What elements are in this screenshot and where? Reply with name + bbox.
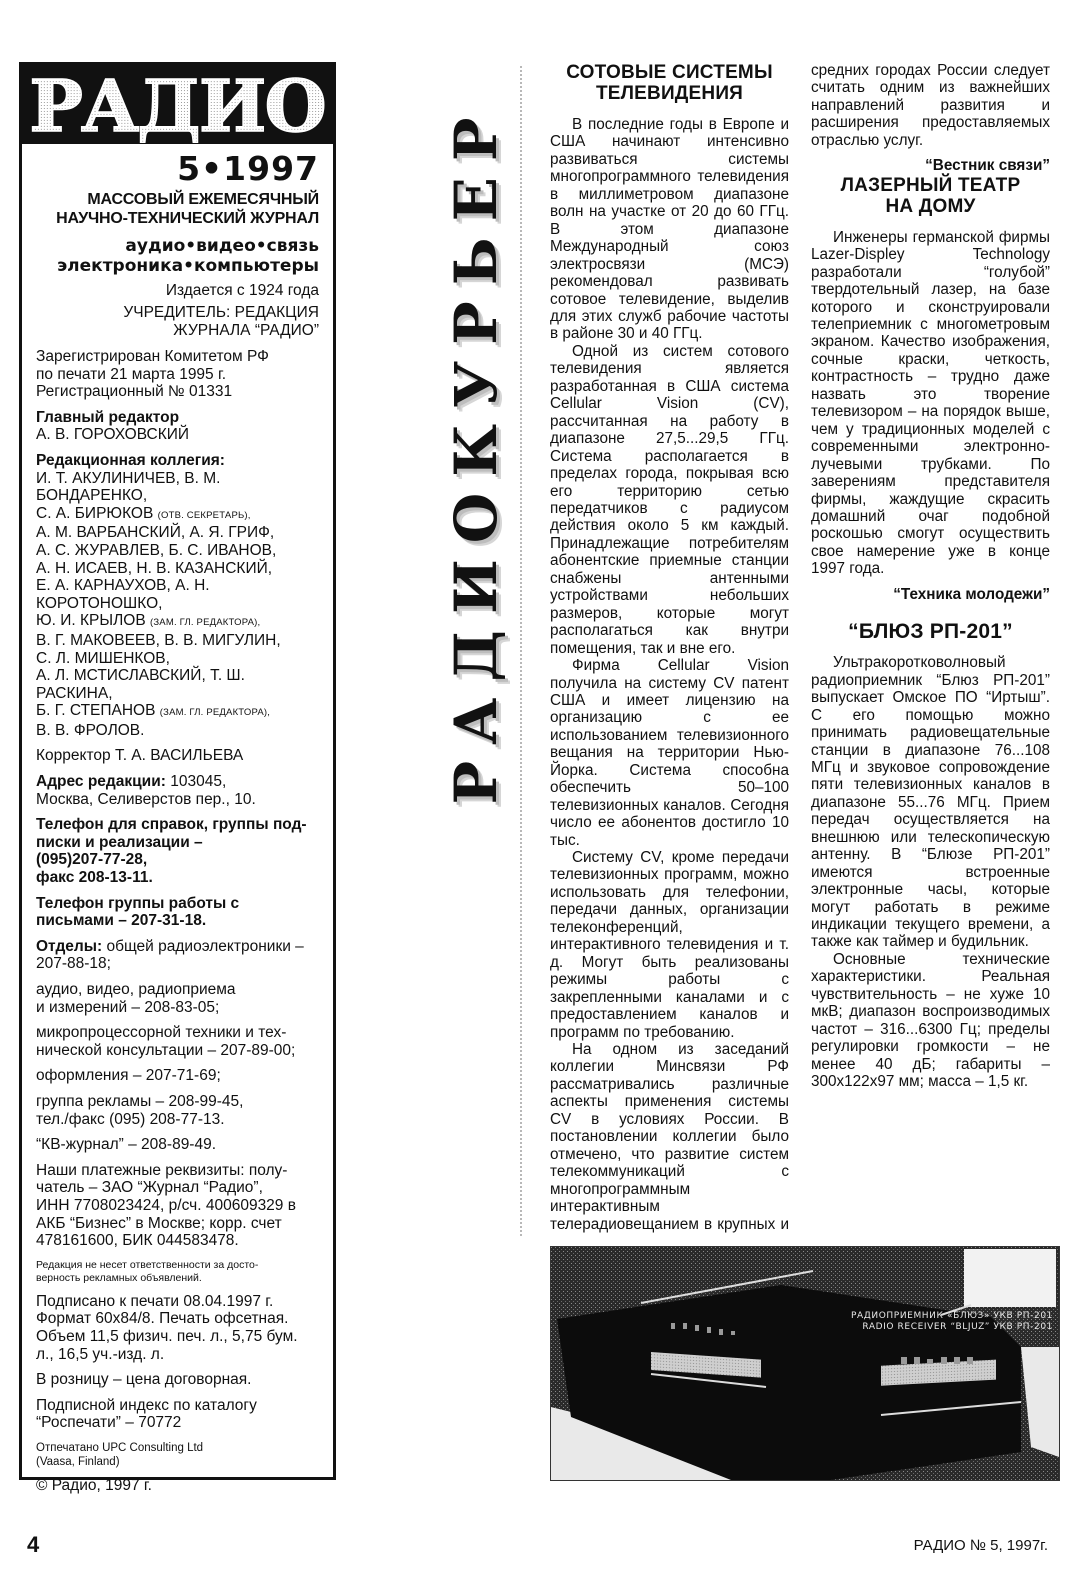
print-info-line: Формат 60x84/8. Печать офсетная. <box>36 1310 289 1328</box>
headline-line: ЛАЗЕРНЫЙ ТЕАТР <box>840 174 1021 196</box>
board-member <box>36 632 319 650</box>
address <box>36 773 319 808</box>
article-blues-rp201 <box>811 621 1050 1090</box>
print-info-line: л., 16,5 уч.-изд. л. <box>36 1345 165 1363</box>
registration-line: по печати 21 марта 1995 г. <box>36 365 227 383</box>
article-paragraph: В последние годы в Европе и США начинают интенсивно развиваться системы многопрограммного телевидения в миллиметровом диапазоне волн на участке от 20 до 60 ГГц. В этом диапазоне Международный союз электросвязи (МСЭ) рекомендовал развивать сотовое телевидение, выделив для этих служб рабочие частоты в районе 30 и 40 ГГц. <box>550 116 789 343</box>
article-laser-theater <box>811 175 1050 604</box>
phone-info <box>36 816 319 886</box>
board-member <box>36 577 319 612</box>
disclaimer-line: Редакция не несет ответственности за досто- <box>36 1258 259 1271</box>
article-paragraph: Систему CV, кроме передачи телевизионных программ, можно использовать для телефонии, передачи данных, организации телеконференций, интерактивного телевидения и т. д. Могут быть реализованы режимы работы с закрепленными каналами и с предоставлением каналов и программ по требованию. <box>550 849 789 1041</box>
phone-info-line: писки и реализации – <box>36 833 203 851</box>
article-paragraph: Основные технические характеристики. Реальная чувствительность – не хуже 10 мкВ; диапазон воспроизводимых частот – 316...6300 Гц; пределы регулировки громкости – не менее 40 дБ; габариты – 300x122x97 мм; масса – 1,5 кг. <box>811 950 1050 1091</box>
department-line: тел./факс (095) 208-77-13. <box>36 1110 225 1128</box>
department-3 <box>36 1067 319 1085</box>
disclaimer <box>36 1259 319 1285</box>
article-source: “Вестник связи” <box>925 157 1050 175</box>
payment-line: 478161600, БИК 044583478. <box>36 1232 239 1250</box>
phone-letters-line: письмами – 207-31-18. <box>36 912 207 930</box>
photo-caption <box>835 1311 1053 1333</box>
board-member-names: В. В. ФРОЛОВ. <box>36 721 145 739</box>
headline-line: НА ДОМУ <box>885 195 976 217</box>
board-member-names: А. С. ЖУРАВЛЕВ, Б. С. ИВАНОВ, <box>36 541 277 559</box>
subscription-line: Подписной индекс по каталогу <box>36 1396 257 1414</box>
printer-line: Отпечатано UPC Consulting Ltd <box>36 1441 204 1454</box>
board-member <box>36 612 319 632</box>
payment-line: ИНН 7708023424, р/сч. 400609329 в <box>36 1196 296 1214</box>
department-line: микропроцессорной техники и тех- <box>36 1024 287 1042</box>
headline-line: СОТОВЫЕ СИСТЕМЫ <box>566 62 773 83</box>
headline-line: ТЕЛЕВИДЕНИЯ <box>595 83 744 104</box>
radiokurier-strip <box>442 66 510 840</box>
department-line: и измерений – 208-83-05; <box>36 998 220 1016</box>
board-member-names: И. Т. АКУЛИНИЧЕВ, В. М. БОНДАРЕНКО, <box>36 469 221 505</box>
logo-band <box>22 65 333 144</box>
board-list <box>36 470 319 740</box>
logo-text: РАДИО <box>29 65 325 144</box>
article-source: “Техника молодежи” <box>893 585 1050 603</box>
article-headline: “БЛЮЗ РП-201” <box>848 620 1013 644</box>
payment-details <box>36 1162 319 1250</box>
registration <box>36 348 319 401</box>
address-street: Москва, Селиверстов пер., 10. <box>36 790 256 808</box>
registration-line: Зарегистрирован Комитетом РФ <box>36 348 269 365</box>
radio-logo <box>22 65 333 144</box>
dotted-divider <box>520 66 522 1236</box>
board-member <box>36 560 319 578</box>
photo-caption-line: РАДИОПРИЕМНИК «БЛЮЗ» УКВ РП-201 <box>851 1311 1053 1321</box>
department-line: нической консультации – 207-89-00; <box>36 1041 296 1059</box>
strip-title: РАДИОКУРЬЕР <box>442 101 510 805</box>
board-member-names: А. Л. МСТИСЛАВСКИЙ, Т. Ш. РАСКИНА, <box>36 667 245 702</box>
board-member-names: С. А. БИРЮКОВ <box>36 504 154 522</box>
founder-line: ЖУРНАЛА “РАДИО” <box>173 322 319 339</box>
article-paragraph: Инженеры германской фирмы Lazer-Displey Technology разработали “голубой” твердотельный лазер, на базе которого и сконструировали телеприемник с многометровым экраном. Качество изображения, сочные краски, четкость, контрастность – трудно даже назвать это творение телевизором – на порядок выше, чем у традиционных моделей с современными электронно-лучевыми трубками. По заверениям представителя фирмы, жаждущие скрасить домашний очаг подобной роскошью смогут осуществить свое намерение уже в конце 1997 года. <box>811 228 1050 578</box>
print-info-line: Подписано к печати 08.04.1997 г. <box>36 1292 274 1310</box>
department-2 <box>36 1024 319 1059</box>
department-1 <box>36 981 319 1016</box>
board-member-role: (ЗАМ. ГЛ. РЕДАКТОРА), <box>150 617 261 629</box>
board-member-names: В. Г. МАКОВЕЕВ, В. В. МИГУЛИН, <box>36 631 281 649</box>
department-5 <box>36 1136 319 1154</box>
topics-line: аудио•видео•связь <box>125 236 319 256</box>
phone-letters-line: Телефон группы работы с <box>36 894 240 912</box>
article-paragraph: Фирма Cellular Vision получила на систему CV патент США и имеет лицензию на организацию с ее использованием телевизионного вещания на территории Нью-Йорка. Система способна обеспечить 50–100 телевизионных каналов. Сегодня число ее абонентов достигло 10 тыс. <box>550 657 789 849</box>
registration-line: Регистрационный № 01331 <box>36 383 233 401</box>
board-member-names: Б. Г. СТЕПАНОВ <box>36 702 156 720</box>
printer-line: (Vaasa, Finland) <box>36 1455 120 1468</box>
subscription-index <box>36 1397 319 1432</box>
board-label: Редакционная коллегия: <box>36 451 225 469</box>
board-member <box>36 702 319 722</box>
article-headline <box>550 62 789 104</box>
board-member-names: С. Л. МИШЕНКОВ, <box>36 649 170 667</box>
board-member-role: (ЗАМ. ГЛ. РЕДАКТОРА), <box>159 707 271 719</box>
receiver-illustration <box>551 1247 1059 1480</box>
page-number: 4 <box>27 1532 40 1557</box>
board-member <box>36 505 319 525</box>
founder-line: УЧРЕДИТЕЛЬ: РЕДАКЦИЯ <box>123 304 319 321</box>
retail-price: В розницу – цена договорная. <box>36 1371 252 1389</box>
department-line: 207-88-18; <box>36 955 111 973</box>
chief-editor <box>36 409 319 444</box>
print-info <box>36 1293 319 1363</box>
board-member-names: А. Н. ИСАЕВ, Н. В. КАЗАНСКИЙ, <box>36 559 273 577</box>
copyright: © Радио, 1997 г. <box>36 1476 152 1494</box>
subscription-line: “Роспечати” – 70772 <box>36 1414 182 1432</box>
phone-letters <box>36 895 319 930</box>
department-4 <box>36 1093 319 1128</box>
phone-info-line: (095)207-77-28, <box>36 851 148 869</box>
payment-line: чатель – ЗАО “Журнал “Радио”, <box>36 1179 263 1197</box>
articles-flow <box>550 62 1050 1234</box>
department-line: группа рекламы – 208-99-45, <box>36 1092 244 1110</box>
issue-reference: РАДИО № 5, 1997г. <box>913 1537 1048 1554</box>
department-line: оформления – 207-71-69; <box>36 1067 221 1085</box>
radio-receiver-photo <box>550 1246 1060 1481</box>
photo-caption-line: RADIO RECEIVER “BLJUZ” УКВ РП-201 <box>862 1322 1053 1332</box>
board-member <box>36 470 319 505</box>
founder <box>36 304 319 340</box>
editorial-board <box>36 452 319 740</box>
department-line: общей радиоэлектроники – <box>106 937 304 955</box>
department-line: “КВ-журнал” – 208-89-49. <box>36 1136 217 1154</box>
masthead-box <box>19 62 336 1494</box>
phone-info-line: факс 208-13-11. <box>36 869 153 887</box>
topics-line: электроника•компьютеры <box>57 256 319 276</box>
address-label: Адрес редакции: <box>36 773 166 791</box>
disclaimer-line: верность рекламных объявлений. <box>36 1271 202 1284</box>
article-headline <box>811 175 1050 217</box>
board-member-role: (ОТВ. СЕКРЕТАРЬ), <box>157 509 251 521</box>
since-line: Издается с 1924 года <box>165 282 319 299</box>
chief-editor-label: Главный редактор <box>36 408 180 426</box>
department-line: аудио, видео, радиоприема <box>36 981 236 998</box>
payment-line: АКБ “Бизнес” в Москве; корр. счет <box>36 1214 282 1232</box>
printer-info <box>36 1441 319 1469</box>
tagline-line: НАУЧНО-ТЕХНИЧЕСКИЙ ЖУРНАЛ <box>56 210 319 227</box>
board-member-names: А. М. ВАРБАНСКИЙ, А. Я. ГРИФ, <box>36 524 275 542</box>
board-member <box>36 524 319 542</box>
department-0 <box>36 938 319 973</box>
payment-line: Наши платежные реквизиты: полу- <box>36 1161 288 1179</box>
board-member <box>36 722 319 740</box>
address-zip: 103045, <box>170 773 227 791</box>
board-member-names: Ю. И. КРЫЛОВ <box>36 612 146 630</box>
board-member <box>36 667 319 702</box>
issue-number: 5•1997 <box>177 149 319 188</box>
article-paragraph: На одном из заседаний коллегии Минсвязи РФ рассматривались различные аспекты применения системы CV в условиях России. В постановлении коллегии было отмечено, что развитие систем телекоммуникаций с многопрограммным интерактивным телерадиовещанием в крупных и средних городах России следует считать одним из важнейших направлений развития и расширения предоставляемых отраслью услуг. <box>550 62 1050 1233</box>
chief-editor-name: А. В. ГОРОХОВСКИЙ <box>36 426 190 444</box>
board-member <box>36 542 319 560</box>
article-paragraph: Одной из систем сотового телевидения является разработанная в США система Cellular Vision (CV), рассчитанная на работу в диапазоне 27,5...29,5 ГГц. Система располагается в пределах города, покрывая всю его территорию сетью передатчиков с радиусом действия около 5 км каждый. Принадлежащие потребителям абонентские приемные станции снабжены антенными устройствами небольших размеров, которые могут располагаться как внутри помещения, так и вне его. <box>550 342 789 657</box>
board-member <box>36 650 319 668</box>
topics <box>36 236 319 276</box>
tagline-line: МАССОВЫЙ ЕЖЕМЕСЯЧНЫЙ <box>87 191 319 208</box>
phone-info-line: Телефон для справок, группы под- <box>36 816 307 834</box>
proofreader: Корректор Т. А. ВАСИЛЬЕВА <box>36 747 244 765</box>
departments-label: Отделы: <box>36 937 103 955</box>
print-info-line: Объем 11,5 физич. печ. л., 5,75 бум. <box>36 1327 298 1345</box>
tagline <box>36 190 319 228</box>
board-member-names: Е. А. КАРНАУХОВ, А. Н. КОРОТОНОШКО, <box>36 577 210 612</box>
article-paragraph: Ультракоротковолновый радиоприемник “Блюз РП-201” выпускает Омское ПО “Иртыш”. С его помощью можно принимать радиовещательные станции в диапазоне 76...108 МГц и звуковое сопровождение пяти телевизионных каналов в диапазоне 55...76 МГц. Прием передач осуществляется на внешнюю или телескопическую антенну. В “Блюзе РП-201” имеются встроенные электронные часы, которые могут работать в режиме индикации текущего времени, а также как таймер и будильник. <box>811 654 1050 951</box>
